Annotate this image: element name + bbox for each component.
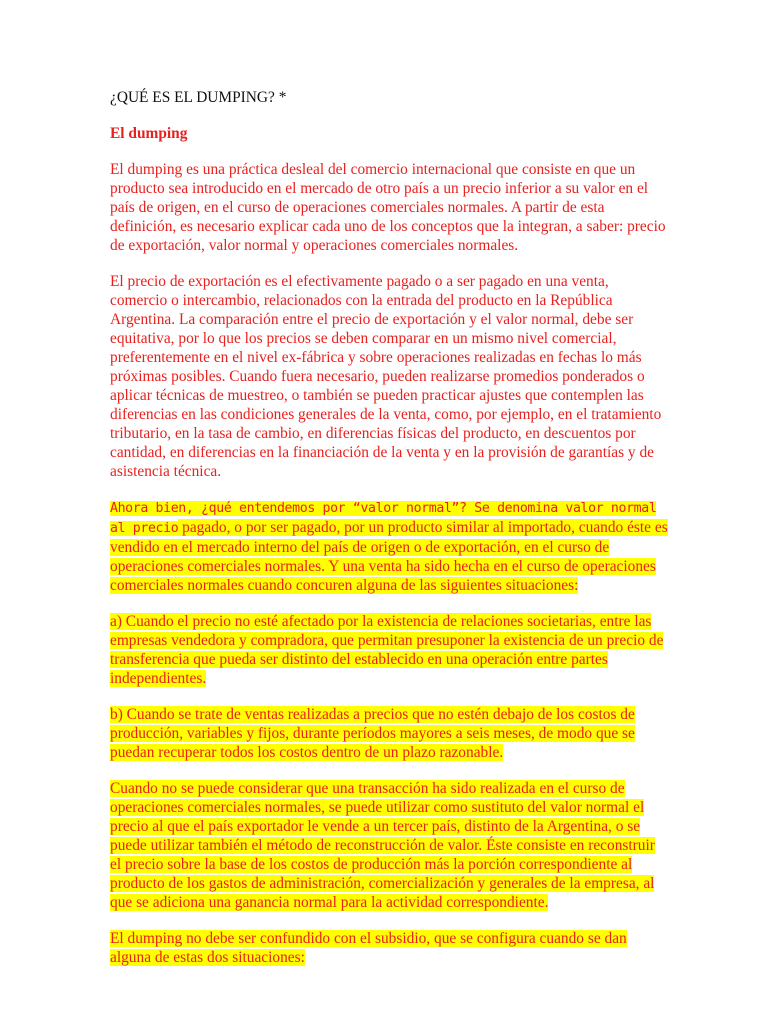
section-heading: El dumping	[110, 125, 188, 142]
paragraph-definition: El dumping es una práctica desleal del comercio internacional que consiste en que un producto sea introducido en el mercado de otro país a un precio inferior a su valor en el país de origen, en el curso de operaciones comerciales normales. A partir de esta definición, es necesario explicar cada uno de los conceptos que la integran, a saber: precio de exportación, valor normal y operaciones comerciales normales.	[110, 161, 666, 254]
document-title: ¿QUÉ ES EL DUMPING? *	[110, 89, 287, 106]
paragraph-normal-value	[110, 498, 668, 595]
highlighted-text: b) Cuando se trate de ventas realizadas a precios que no estén debajo de los costos de producción, variables y fijos, durante períodos mayores a seis meses, de modo que se puedan recuperar todos los costos dentro de un plazo razonable.	[110, 706, 635, 761]
paragraph-condition-b	[110, 705, 668, 762]
highlighted-text: a) Cuando el precio no esté afectado por la existencia de relaciones societarias, entre las empresas vendedora y compradora, que permitan presuponer la existencia de un precio de transferencia que pueda ser distinto del establecido en una operación entre partes independientes.	[110, 613, 664, 687]
paragraph-condition-a	[110, 612, 668, 688]
paragraph-substitute-value	[110, 779, 668, 912]
highlighted-text: El dumping no debe ser confundido con el subsidio, que se configura cuando se dan alguna de estas dos situaciones:	[110, 930, 627, 966]
highlighted-text: Cuando no se puede considerar que una transacción ha sido realizada en el curso de operaciones comerciales normales, se puede utilizar como sustituto del valor normal el precio al que el país exportador le vende a un tercer país, distinto de la Argentina, o se puede utilizar también el método de reconstrucción de valor. Éste consiste en reconstruir el precio sobre la base de los costos de producción más la porción correspondiente al producto de los gastos de administración, comercialización y generales de la empresa, al que se adiciona una ganancia normal para la actividad correspondiente.	[110, 780, 655, 911]
paragraph-export-price: El precio de exportación es el efectivamente pagado o a ser pagado en una venta, comercio o intercambio, relacionados con la entrada del producto en la República Argentina. La comparación entre el precio de exportación y el valor normal, debe ser equitativa, por lo que los precios se deben comparar en un mismo nivel comercial, preferentemente en el nivel ex-fábrica y sobre operaciones realizadas en fechas lo más próximas posibles. Cuando fuera necesario, pueden realizarse promedios ponderados o aplicar técnicas de muestreo, o también se pueden practicar ajustes que contemplen las diferencias en las condiciones generales de la venta, como, por ejemplo, en el tratamiento tributario, en la tasa de cambio, en diferencias físicas del producto, en descuentos por cantidad, en diferencias en la financiación de la venta y en la provisión de garantías y de asistencia técnica.	[110, 273, 662, 480]
highlighted-lead-text: Ahora bien, ¿qué entendemos por “valor normal”? Se denomina valor normal al precio	[110, 501, 657, 536]
paragraph-subsidy	[110, 929, 668, 967]
highlighted-text: pagado, o por ser pagado, por un producto similar al importado, cuando éste es vendido en el mercado interno del país de origen o de exportación, en el curso de operaciones comerciales normales. Y una venta ha sido hecha en el curso de operaciones comerciales normales cuando concuren alguna de las siguientes situaciones:	[110, 519, 668, 594]
